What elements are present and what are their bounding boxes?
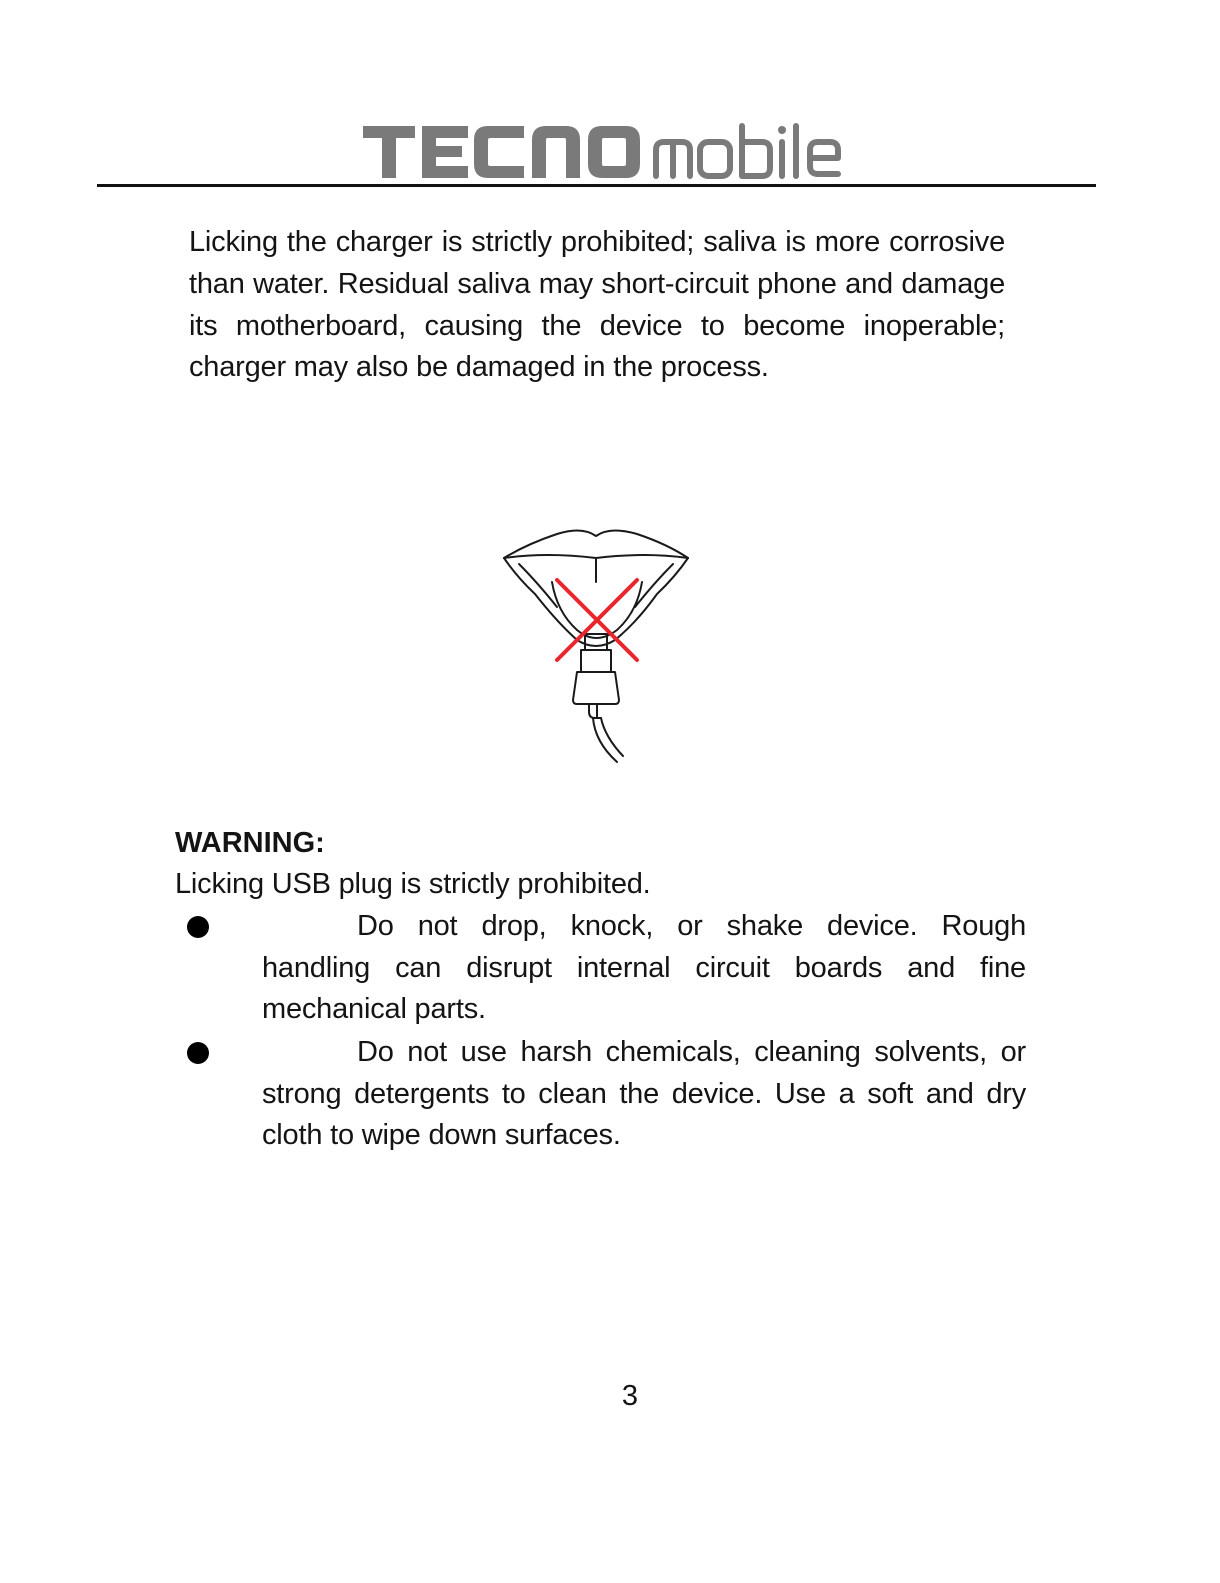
list-item — [175, 1032, 1026, 1157]
brand-logo — [0, 112, 1220, 192]
tecno-mobile-logo — [360, 112, 860, 192]
bullet-icon — [187, 916, 209, 938]
page-number: 3 — [621, 1380, 639, 1412]
warning-heading: WARNING: — [175, 827, 325, 859]
no-licking-charger-icon — [497, 522, 697, 772]
warning-text: Licking USB plug is strictly prohibited. — [175, 868, 651, 900]
list-item-text: Do not drop, knock, or shake device. Rough handling can disrupt internal circuit boards and fine mechanical parts. — [262, 910, 1026, 1026]
list-item-text: Do not use harsh chemicals, cleaning solvents, or strong detergents to clean the device. Use a soft and dry cloth to wipe down surfaces. — [262, 1036, 1026, 1152]
list-item — [175, 906, 1026, 1031]
intro-paragraph: Licking the charger is strictly prohibited; saliva is more corrosive than water. Residual saliva may short-circuit phone and damage its motherboard, causing the device to become inoperable; charger may also be damaged in the process. — [189, 226, 1005, 384]
header-divider — [97, 184, 1096, 187]
bullet-icon — [187, 1042, 209, 1064]
